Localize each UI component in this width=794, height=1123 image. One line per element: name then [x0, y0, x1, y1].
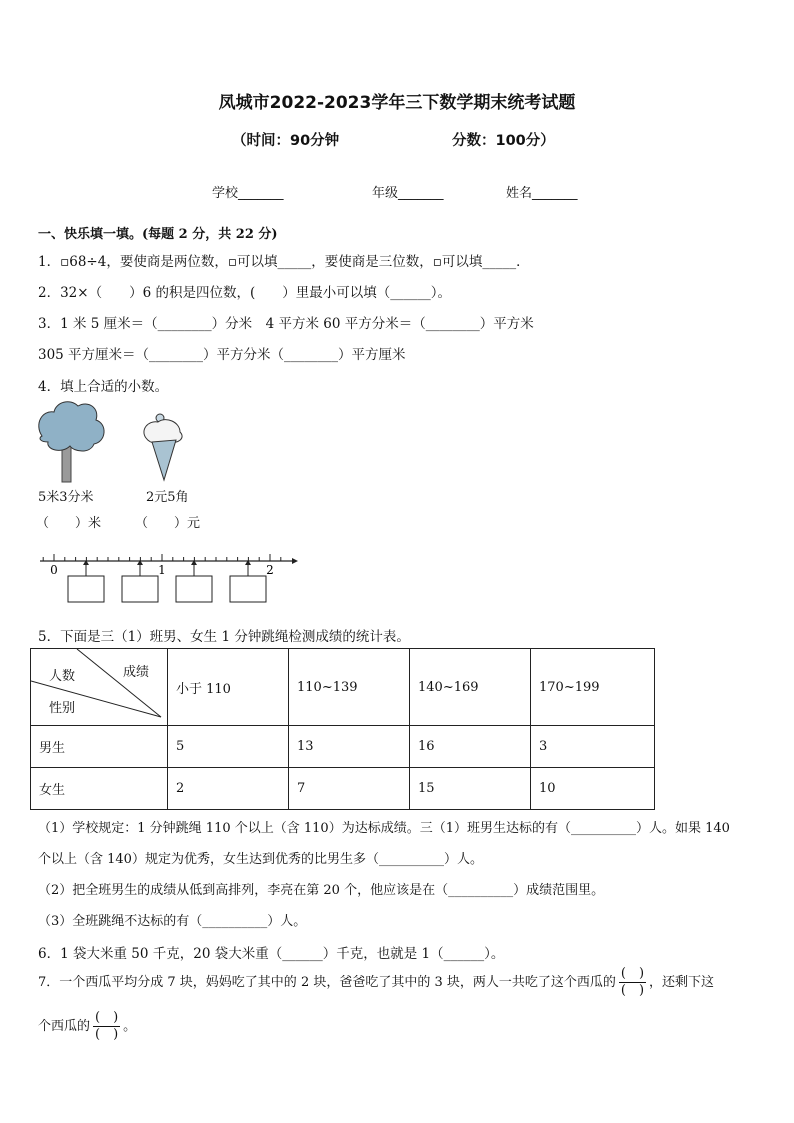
- table-cell: 3: [531, 726, 655, 768]
- answer-box-1: [68, 576, 104, 602]
- grade-field: 年级_______: [372, 186, 444, 201]
- question-3-line1: 3．1 米 5 厘米＝（________）分米 4 平方米 60 平方分米＝（________）平方米: [38, 316, 534, 332]
- school-field: 学校_______: [212, 186, 284, 201]
- number-line-label-0: 0: [50, 563, 58, 577]
- question-7-line2: [38, 1010, 136, 1043]
- question-2: 2．32×（ ）6 的积是四位数，( ）里最小可以填（______）。: [38, 285, 451, 301]
- answer-arrow-1: [83, 560, 89, 576]
- exam-score: 分数：100分）: [452, 133, 555, 149]
- question-7-line1: [38, 966, 714, 999]
- corner-label-score: 成绩: [123, 665, 150, 680]
- question-7-text-4: 。: [123, 1019, 137, 1034]
- ice-cream-answer-blank: （ ）元: [135, 516, 201, 531]
- question-5-2: （2）把全班男生的成绩从低到高排列，李亮在第 20 个，他应该是在（__________）成绩范围里。: [38, 883, 605, 898]
- answer-box-3: [176, 576, 212, 602]
- question-5-3: （3）全班跳绳不达标的有（__________）人。: [38, 914, 307, 929]
- table-row: [31, 726, 655, 768]
- question-5-1-line1: （1）学校规定：1 分钟跳绳 110 个以上（含 110）为达标成绩。三（1）班男生达标的有（__________）人。如果 140: [38, 821, 730, 836]
- column-header: 140~169: [410, 649, 531, 726]
- answer-arrow-4: [245, 560, 251, 576]
- number-line-ticks: [43, 554, 281, 561]
- answer-arrow-3: [191, 560, 197, 576]
- corner-label-gender: 性别: [49, 701, 76, 716]
- answer-box-4: [230, 576, 266, 602]
- table-cell: 16: [410, 726, 531, 768]
- page-title: 凤城市2022-2023学年三下数学期末统考试题: [218, 93, 576, 113]
- column-header: 170~199: [531, 649, 655, 726]
- jump-rope-stats-table: [30, 648, 655, 810]
- question-5: 5．下面是三（1）班男、女生 1 分钟跳绳检测成绩的统计表。: [38, 629, 410, 645]
- question-3-line2: 305 平方厘米＝（________）平方分米（________）平方厘米: [38, 347, 406, 363]
- ice-cream-cone: [152, 440, 176, 480]
- answer-arrow-2: [137, 560, 143, 576]
- table-header-row: [31, 649, 655, 726]
- row-label: 女生: [31, 768, 168, 810]
- tree-canopy: [39, 402, 104, 451]
- ice-cream-illustration: [140, 412, 190, 482]
- tree-illustration: [34, 398, 110, 484]
- fraction-blank-remaining: $\frac{( )}{( )}$: [95, 1010, 119, 1042]
- number-line: [36, 548, 298, 604]
- tree-height-label: 5米3分米: [38, 490, 94, 505]
- column-header: 小于 110: [168, 649, 289, 726]
- ice-cream-price-label: 2元5角: [146, 490, 189, 505]
- section-heading: 一、快乐填一填。(每题 2 分，共 22 分): [38, 227, 278, 242]
- table-cell: 15: [410, 768, 531, 810]
- answer-box-2: [122, 576, 158, 602]
- question-5-1-line2: 个以上（含 140）规定为优秀，女生达到优秀的比男生多（__________）人。: [38, 852, 483, 867]
- question-6: 6．1 袋大米重 50 千克，20 袋大米重（______）千克，也就是 1（______）。: [38, 946, 505, 962]
- table-cell: 2: [168, 768, 289, 810]
- row-label: 男生: [31, 726, 168, 768]
- table-cell: 7: [289, 768, 410, 810]
- question-7-text-3: 个西瓜的: [38, 1019, 91, 1034]
- exam-time: （时间：90分钟: [232, 133, 340, 149]
- table-cell: 5: [168, 726, 289, 768]
- table-corner-cell: [31, 649, 168, 726]
- corner-label-count: 人数: [49, 669, 76, 684]
- fraction-blank-eaten: $\frac{( )}{( )}$: [620, 966, 645, 998]
- question-7-text-1: 7．一个西瓜平均分成 7 块，妈妈吃了其中的 2 块，爸爸吃了其中的 3 块，两人一共吃了这个西瓜的: [38, 975, 616, 990]
- tree-answer-blank: （ ）米: [36, 516, 102, 531]
- number-line-label-2: 2: [266, 563, 274, 577]
- column-header: 110~139: [289, 649, 410, 726]
- number-line-label-1: 1: [158, 563, 166, 577]
- name-field: 姓名_______: [506, 186, 578, 201]
- question-7-text-2: ，还剩下这: [649, 975, 715, 990]
- table-cell: 13: [289, 726, 410, 768]
- question-4: 4．填上合适的小数。: [38, 379, 169, 395]
- table-cell: 10: [531, 768, 655, 810]
- question-1: 1．▫68÷4，要使商是两位数，▫可以填_____，要使商是三位数，▫可以填_____．: [38, 254, 530, 270]
- table-row: [31, 768, 655, 810]
